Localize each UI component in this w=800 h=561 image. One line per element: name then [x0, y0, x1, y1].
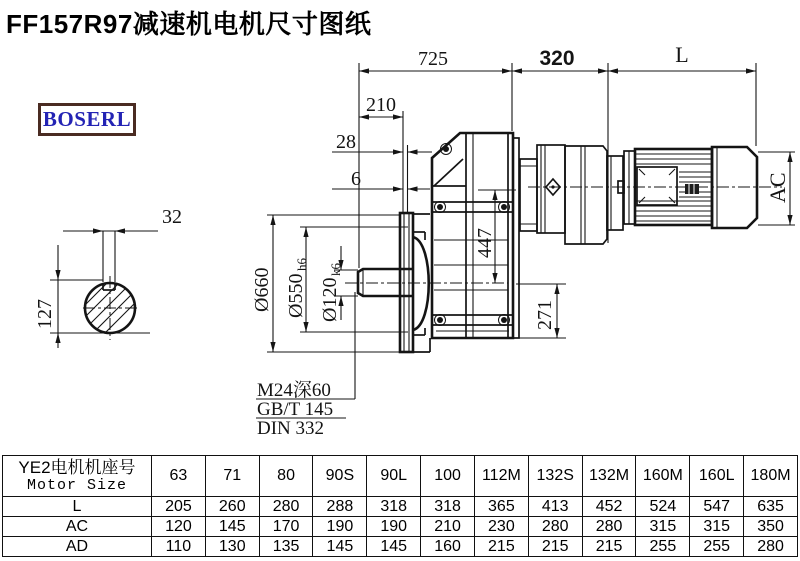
- dimension-lines: [50, 63, 795, 418]
- dim-447: 447: [474, 228, 496, 258]
- table-header-row: [3, 456, 798, 497]
- col-160M: 160M: [636, 456, 690, 497]
- dim-120-tolerance: k6: [328, 263, 343, 276]
- dim-AC: AC: [765, 172, 790, 203]
- dim-6: 6: [351, 168, 361, 190]
- cell-AC-90S: 190: [313, 517, 367, 537]
- cell-L-132M: 452: [582, 497, 636, 517]
- col-80: 80: [259, 456, 313, 497]
- cell-AD-132S: 215: [528, 537, 582, 557]
- note-gbt145: GB/T 145: [257, 399, 334, 420]
- col-63: 63: [152, 456, 206, 497]
- cell-L-71: 260: [205, 497, 259, 517]
- cell-L-100: 318: [421, 497, 475, 517]
- boserl-logo-text: BOSERL: [42, 107, 132, 131]
- table-row-AD: [3, 537, 798, 557]
- cell-AD-160M: 255: [636, 537, 690, 557]
- row-label-AC: AC: [3, 517, 152, 537]
- cell-L-63: 205: [152, 497, 206, 517]
- motor-terminal-detail: [685, 184, 699, 194]
- hatching: [60, 240, 150, 378]
- cell-AC-80: 170: [259, 517, 313, 537]
- dim-320: 320: [539, 47, 575, 70]
- cell-L-180M: 635: [744, 497, 798, 517]
- col-90S: 90S: [313, 456, 367, 497]
- cell-AD-160L: 255: [690, 537, 744, 557]
- cell-L-160L: 547: [690, 497, 744, 517]
- dim-28: 28: [336, 131, 356, 153]
- cell-L-90S: 288: [313, 497, 367, 517]
- cell-L-160M: 524: [636, 497, 690, 517]
- cell-L-112M: 365: [474, 497, 528, 517]
- shaft-cross-section: [60, 240, 150, 378]
- cell-AD-90L: 145: [367, 537, 421, 557]
- cell-AD-71: 130: [205, 537, 259, 557]
- cell-AC-63: 120: [152, 517, 206, 537]
- dim-660: Ø660: [251, 267, 273, 312]
- cell-AC-100: 210: [421, 517, 475, 537]
- col-100: 100: [421, 456, 475, 497]
- dim-32: 32: [162, 206, 182, 228]
- cell-AD-112M: 215: [474, 537, 528, 557]
- col-132S: 132S: [528, 456, 582, 497]
- row-label-L: L: [3, 497, 152, 517]
- table-header-motor-size: YE2电机机座号 Motor Size: [3, 456, 152, 497]
- cell-AC-71: 145: [205, 517, 259, 537]
- dim-127: 127: [34, 299, 56, 329]
- dim-550-tolerance: h6: [294, 258, 309, 271]
- dim-725: 725: [418, 48, 448, 70]
- cell-AC-112M: 230: [474, 517, 528, 537]
- dim-210: 210: [366, 94, 396, 116]
- cell-AC-90L: 190: [367, 517, 421, 537]
- dim-271: 271: [534, 300, 556, 330]
- cell-L-132S: 413: [528, 497, 582, 517]
- cell-AD-80: 135: [259, 537, 313, 557]
- table-row-L: [3, 497, 798, 517]
- note-tap-hole: M24深60: [257, 380, 331, 401]
- cell-AD-90S: 145: [313, 537, 367, 557]
- dim-L: L: [675, 42, 689, 67]
- cell-L-90L: 318: [367, 497, 421, 517]
- cell-AD-100: 160: [421, 537, 475, 557]
- cell-AD-63: 110: [152, 537, 206, 557]
- dim-550: Ø550: [285, 273, 307, 318]
- col-112M: 112M: [474, 456, 528, 497]
- cell-AC-160L: 315: [690, 517, 744, 537]
- cell-AC-180M: 350: [744, 517, 798, 537]
- cell-AC-132M: 280: [582, 517, 636, 537]
- adapter-housing: [513, 138, 623, 338]
- col-132M: 132M: [582, 456, 636, 497]
- motor-size-table: [2, 455, 798, 557]
- page-title: FF157R97减速机电机尺寸图纸: [6, 9, 372, 39]
- col-90L: 90L: [367, 456, 421, 497]
- dim-120: Ø120: [319, 277, 341, 322]
- note-din332: DIN 332: [257, 418, 325, 439]
- cell-AC-160M: 315: [636, 517, 690, 537]
- col-71: 71: [205, 456, 259, 497]
- col-160L: 160L: [690, 456, 744, 497]
- gearbox-housing: [432, 133, 513, 338]
- cell-AD-132M: 215: [582, 537, 636, 557]
- cell-AD-180M: 280: [744, 537, 798, 557]
- col-180M: 180M: [744, 456, 798, 497]
- row-label-AD: AD: [3, 537, 152, 557]
- cell-AC-132S: 280: [528, 517, 582, 537]
- cell-L-80: 280: [259, 497, 313, 517]
- table-row-AC: [3, 517, 798, 537]
